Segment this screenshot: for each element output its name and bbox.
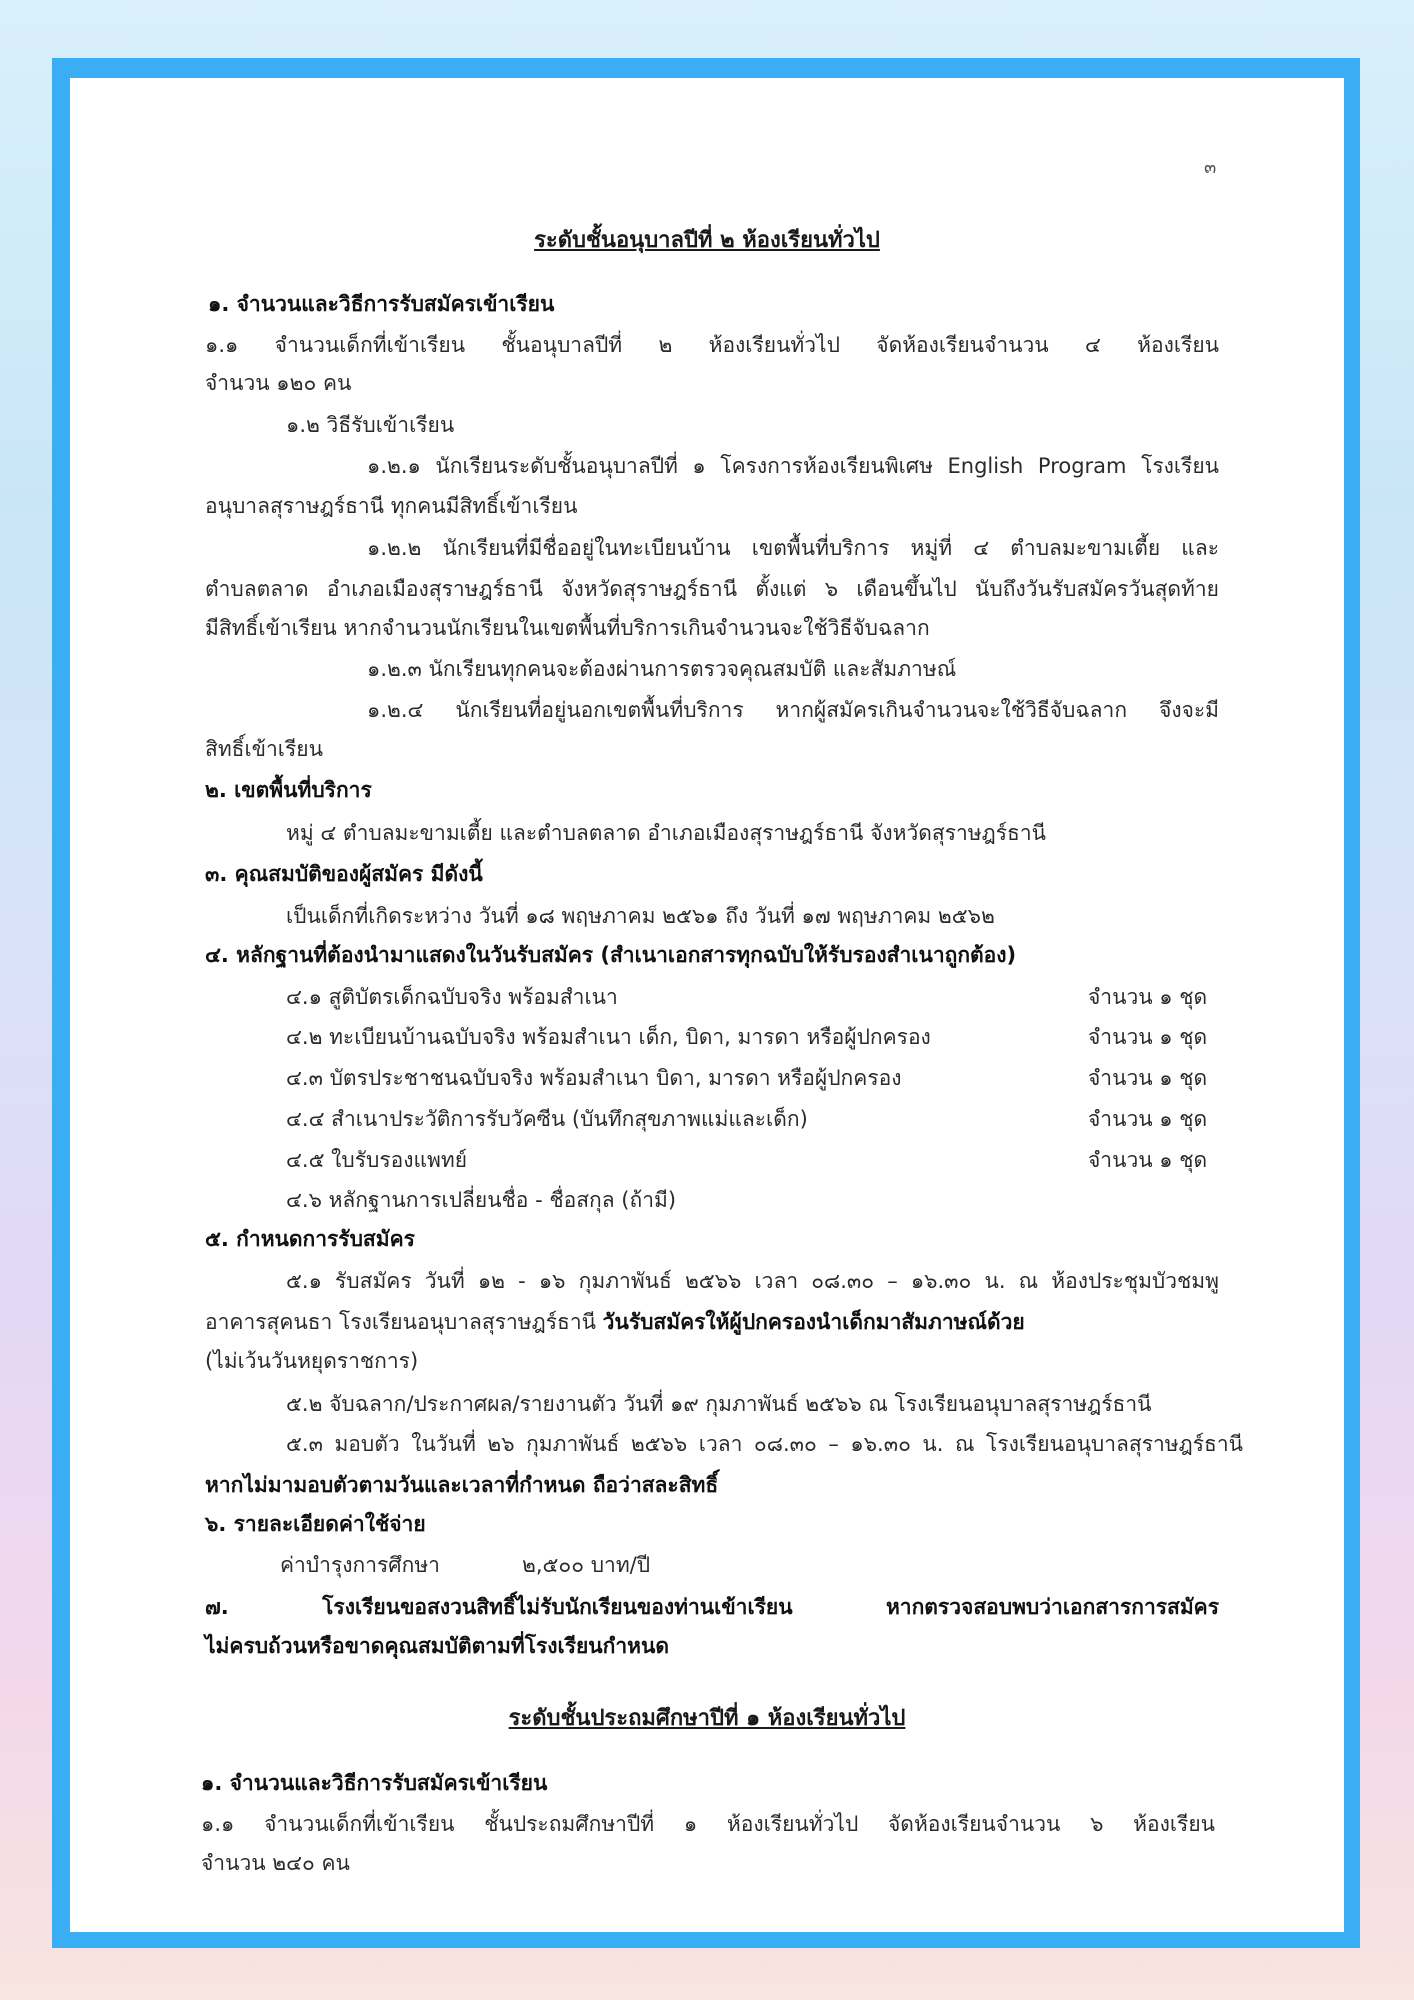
paragraph-1-1-line-2: จำนวน ๑๒๐ คน xyxy=(205,371,352,395)
paragraph-1-2-2-line-2: ตำบลตลาด อำเภอเมืองสุราษฎร์ธานี จังหวัดสุราษฎร์ธานี ตั้งแต่ ๖ เดือนขึ้นไป นับถึงวันรับสมัครวันสุดท้าย xyxy=(205,577,1219,601)
heading-enrollment-primary: ๑. จำนวนและวิธีการรับสมัครเข้าเรียน xyxy=(201,1771,548,1795)
primary-1-1-line-1: ๑.๑ จำนวนเด็กที่เข้าเรียน ชั้นประถมศึกษาปีที่ ๑ ห้องเรียนทั่วไป จัดห้องเรียนจำนวน ๖ ห้องเรียน xyxy=(201,1812,1215,1836)
heading-schedule: ๕. กำหนดการรับสมัคร xyxy=(205,1227,415,1251)
document-item-quantity: จำนวน ๑ ชุด xyxy=(1088,1107,1208,1131)
rights-notice-line-1: ๗. โรงเรียนขอสงวนสิทธิ์ไม่รับนักเรียนของท่านเข้าเรียน หากตรวจสอบพบว่าเอกสารการสมัคร xyxy=(205,1595,1219,1619)
schedule-5-3-line-2: หากไม่มามอบตัวตามวันและเวลาที่กำหนด ถือว่าสละสิทธิ์ xyxy=(205,1473,719,1497)
document-item: ๔.๒ ทะเบียนบ้านฉบับจริง พร้อมสำเนา เด็ก, บิดา, มารดา หรือผู้ปกครอง xyxy=(286,1025,931,1049)
section-title-primary: ระดับชั้นประถมศึกษาปีที่ ๑ ห้องเรียนทั่วไป xyxy=(508,1706,906,1731)
schedule-5-3-line-1: ๕.๓ มอบตัว ในวันที่ ๒๖ กุมภาพันธ์ ๒๕๖๖ เวลา ๐๘.๓๐ – ๑๖.๓๐ น. ณ โรงเรียนอนุบาลสุราษฎร์ธานี xyxy=(286,1432,1243,1456)
document-item: ๔.๕ ใบรับรองแพทย์ xyxy=(286,1148,468,1172)
qualifications-text: เป็นเด็กที่เกิดระหว่าง วันที่ ๑๘ พฤษภาคม ๒๕๖๑ ถึง วันที่ ๑๗ พฤษภาคม ๒๕๖๒ xyxy=(286,904,995,928)
primary-1-1-line-2: จำนวน ๒๔๐ คน xyxy=(201,1851,350,1875)
heading-documents: ๔. หลักฐานที่ต้องนำมาแสดงในวันรับสมัคร (สำเนาเอกสารทุกฉบับให้รับรองสำเนาถูกต้อง) xyxy=(205,943,1017,967)
paragraph-1-1-line-1: ๑.๑ จำนวนเด็กที่เข้าเรียน ชั้นอนุบาลปีที่ ๒ ห้องเรียนทั่วไป จัดห้องเรียนจำนวน ๔ ห้องเรียน xyxy=(205,333,1219,357)
heading-qualifications: ๓. คุณสมบัติของผู้สมัคร มีดังนี้ xyxy=(205,862,483,886)
paragraph-1-2: ๑.๒ วิธีรับเข้าเรียน xyxy=(286,413,455,437)
document-item: ๔.๓ บัตรประชาชนฉบับจริง พร้อมสำเนา บิดา, มารดา หรือผู้ปกครอง xyxy=(286,1066,902,1090)
document-item-quantity: จำนวน ๑ ชุด xyxy=(1088,1025,1208,1049)
paragraph-1-2-4-line-1: ๑.๒.๔ นักเรียนที่อยู่นอกเขตพื้นที่บริการ หากผู้สมัครเกินจำนวนจะใช้วิธีจับฉลาก จึงจะมี xyxy=(367,698,1219,722)
heading-service-area: ๒. เขตพื้นที่บริการ xyxy=(205,778,372,802)
section-title-kindergarten: ระดับชั้นอนุบาลปีที่ ๒ ห้องเรียนทั่วไป xyxy=(534,228,880,253)
page-number: ๓ xyxy=(1204,157,1217,178)
document-item-quantity: จำนวน ๑ ชุด xyxy=(1088,985,1208,1009)
schedule-5-1-interview-note: วันรับสมัครให้ผู้ปกครองนำเด็กมาสัมภาษณ์ด้วย xyxy=(602,1310,1025,1334)
heading-expenses: ๖. รายละเอียดค่าใช้จ่าย xyxy=(205,1512,426,1536)
expense-label: ค่าบำรุงการศึกษา xyxy=(280,1553,440,1577)
heading-enrollment: ๑. จำนวนและวิธีการรับสมัครเข้าเรียน xyxy=(208,292,555,316)
document-item: ๔.๖ หลักฐานการเปลี่ยนชื่อ - ชื่อสกุล (ถ้ามี) xyxy=(286,1188,677,1212)
paragraph-1-2-1-line-1: ๑.๒.๑ นักเรียนระดับชั้นอนุบาลปีที่ ๑ โครงการห้องเรียนพิเศษ English Program โรงเรียน xyxy=(367,454,1219,478)
expense-value: ๒,๕๐๐ บาท/ปี xyxy=(522,1553,651,1577)
document-item: ๔.๑ สูติบัตรเด็กฉบับจริง พร้อมสำเนา xyxy=(286,985,618,1009)
rights-notice-line-2: ไม่ครบถ้วนหรือขาดคุณสมบัติตามที่โรงเรียนกำหนด xyxy=(205,1634,669,1658)
paragraph-1-2-2-line-1: ๑.๒.๒ นักเรียนที่มีชื่ออยู่ในทะเบียนบ้าน เขตพื้นที่บริการ หมู่ที่ ๔ ตำบลมะขามเตี้ย และ xyxy=(367,536,1219,560)
schedule-5-1-line-2 xyxy=(205,1308,1025,1336)
document-item-quantity: จำนวน ๑ ชุด xyxy=(1088,1066,1208,1090)
document-item: ๔.๔ สำเนาประวัติการรับวัคซีน (บันทึกสุขภาพแม่และเด็ก) xyxy=(286,1107,808,1131)
schedule-5-1-building: อาคารสุคนธา โรงเรียนอนุบาลสุราษฎร์ธานี xyxy=(205,1310,603,1334)
service-area-text: หมู่ ๔ ตำบลมะขามเตี้ย และตำบลตลาด อำเภอเมืองสุราษฎร์ธานี จังหวัดสุราษฎร์ธานี xyxy=(286,821,1046,845)
schedule-5-1-line-3: (ไม่เว้นวันหยุดราชการ) xyxy=(205,1349,419,1373)
schedule-5-1-line-1: ๕.๑ รับสมัคร วันที่ ๑๒ - ๑๖ กุมภาพันธ์ ๒๕๖๖ เวลา ๐๘.๓๐ – ๑๖.๓๐ น. ณ ห้องประชุมบัวชมพู xyxy=(286,1269,1219,1293)
paragraph-1-2-2-line-3: มีสิทธิ์เข้าเรียน หากจำนวนนักเรียนในเขตพื้นที่บริการเกินจำนวนจะใช้วิธีจับฉลาก xyxy=(205,616,930,640)
paragraph-1-2-4-line-2: สิทธิ์เข้าเรียน xyxy=(205,737,323,761)
paragraph-1-2-1-line-2: อนุบาลสุราษฎร์ธานี ทุกคนมีสิทธิ์เข้าเรียน xyxy=(205,494,578,518)
document-item-quantity: จำนวน ๑ ชุด xyxy=(1088,1148,1208,1172)
schedule-5-2: ๕.๒ จับฉลาก/ประกาศผล/รายงานตัว วันที่ ๑๙ กุมภาพันธ์ ๒๕๖๖ ณ โรงเรียนอนุบาลสุราษฎร์ธานี xyxy=(286,1392,1152,1416)
paragraph-1-2-3: ๑.๒.๓ นักเรียนทุกคนจะต้องผ่านการตรวจคุณสมบัติ และสัมภาษณ์ xyxy=(367,657,957,681)
